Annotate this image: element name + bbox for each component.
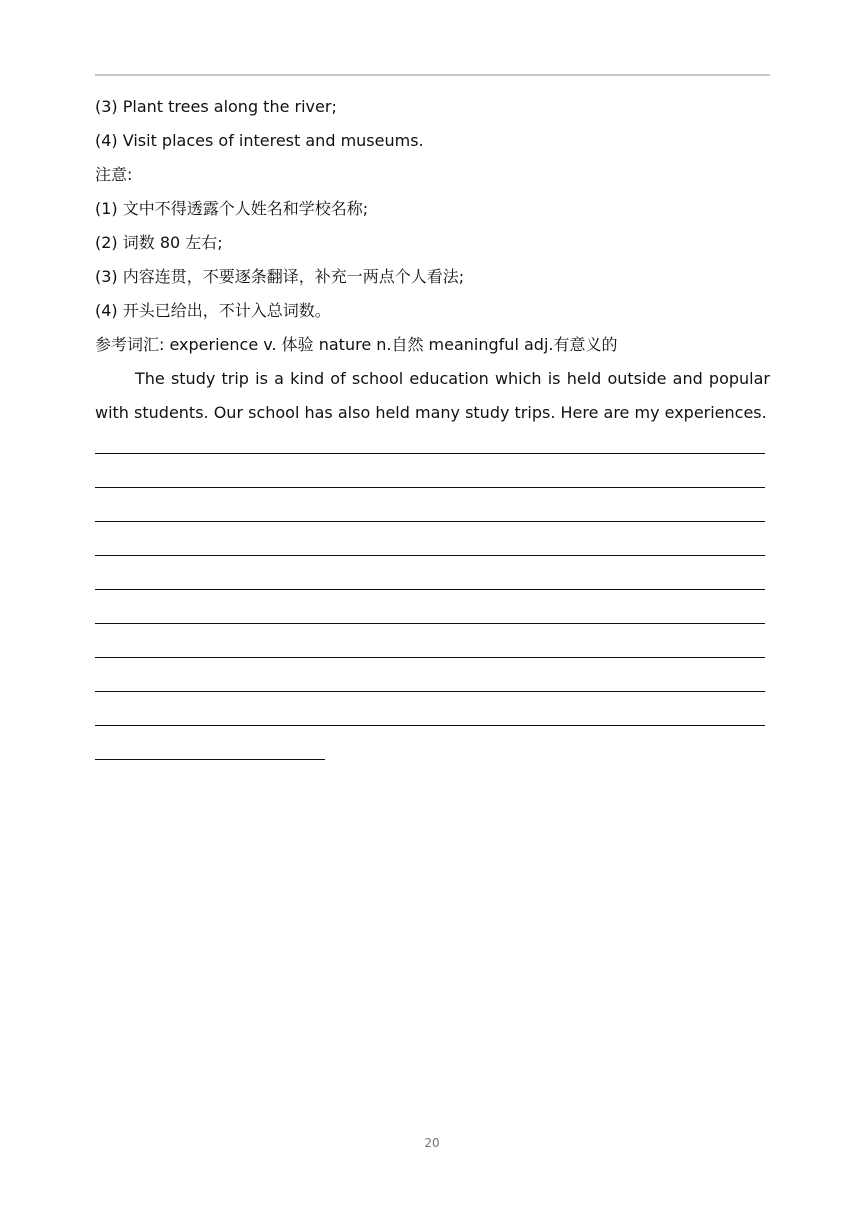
answer-line[interactable] — [95, 692, 765, 726]
answer-line-last[interactable] — [95, 726, 325, 760]
item-3: (3) Plant trees along the river; — [95, 97, 337, 116]
note-1: (1) 文中不得透露个人姓名和学校名称; — [95, 199, 369, 218]
note-3: (3) 内容连贯，不要逐条翻译，补充一两点个人看法; — [95, 267, 465, 286]
notes-heading: 注意: — [95, 165, 133, 184]
answer-line[interactable] — [95, 590, 765, 624]
answer-line[interactable] — [95, 488, 765, 522]
item-4: (4) Visit places of interest and museums. — [95, 131, 424, 150]
answer-line[interactable] — [95, 658, 765, 692]
page-number: 20 — [424, 1136, 440, 1150]
vocabulary-hint: 参考词汇: experience v. 体验 nature n.自然 meaningful adj.有意义的 — [95, 335, 618, 354]
answer-line[interactable] — [95, 522, 765, 556]
answer-line[interactable] — [95, 420, 765, 454]
answer-line[interactable] — [95, 556, 765, 590]
answer-lines[interactable] — [95, 420, 765, 760]
answer-line[interactable] — [95, 454, 765, 488]
opening-paragraph: The study trip is a kind of school education which is held outside and popular with students. Our school has also held many study trips. Here are my experiences. — [95, 369, 770, 422]
note-4: (4) 开头已给出，不计入总词数。 — [95, 301, 331, 320]
answer-line[interactable] — [95, 624, 765, 658]
note-2: (2) 词数 80 左右; — [95, 233, 223, 252]
header-rule — [95, 74, 770, 76]
document-body — [95, 90, 770, 430]
